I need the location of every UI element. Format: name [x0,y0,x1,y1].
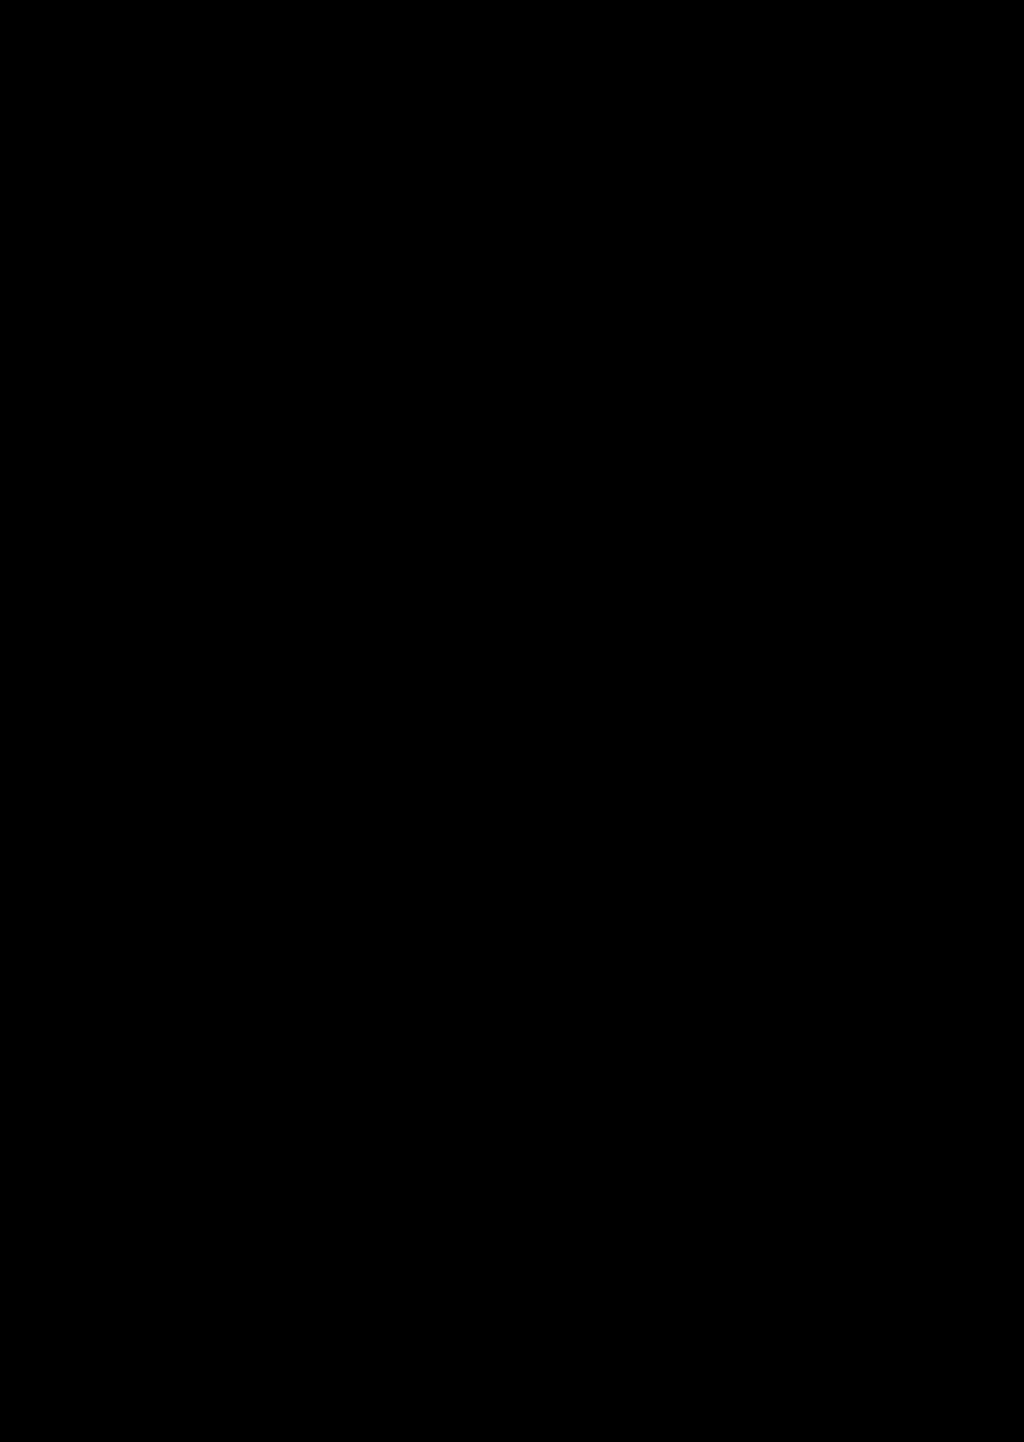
document-title: ZAŁĄCZNIK NR 2 [127,124,276,144]
row-f-desc: ominięcie całej przeszkody [106,990,281,1007]
group-1-line-1: Rowery do wyboru przez zawodnika: [122,448,381,464]
scoring-divider-e [456,901,458,973]
row-e-penalty: 3 punkty karne [466,906,562,923]
row-e-letter: e) [76,906,89,923]
scoring-divider-f [456,985,458,1059]
row-h-letter: h) [76,1228,90,1245]
row-b-desc: zjechanie z przeszkody jednoelementowej [106,749,376,766]
warning-prefix: . [103,343,108,359]
group-2-heading: GRUPA II [645,427,712,443]
group-1-line-2: - koła 20 cali - wolnobieg lub składak, [122,474,389,490]
rule-4-number: 4. [138,560,152,576]
row-d-desc: przekroczenie linii ograniczającej slalom [106,866,369,883]
scoring-divider-ab [456,621,458,768]
rule-1-number: 1. [98,237,112,253]
rule-2-text: Tor sprawnościowy powinien składać się z minimum sześciu przeszkód wybranych z załączonych wykazów, przy czym o liczbie i zestawie przeszkód decyduje Komitet Organizacyjny danego etapu Turnieju. Czas przejazdu nie jest limitowany. [118,281,898,335]
row-f-letter: f) [76,990,87,1007]
row-c-letter: c) [76,822,89,839]
warning-label: UWAGA: [112,343,172,359]
row-d-letter: d) [76,866,90,883]
row-a-note: Za błąd uważa się: potrącenie, najechanie, przesunięcie, przewrócenie po położeniu przewożonego przedmiotu a także każdorazowe podparcie - w tym między przeszkodami (punkty karne zalicza się do przeszkody, przed którą podparcie nastąpiło) [466,647,938,717]
row-i-desc: jedno lub kilkakrotne naruszenie częścią ciała uczestnika tej samej tyczki, pachołka, krążka [70,1267,449,1302]
scoring-divider-d [456,862,458,892]
rule-2-number: 2. [98,280,112,296]
row-g-letter: g) [76,1157,90,1174]
heading-line-1: KONKURENCJA PRAKTYCZNA – JAZDA ROWEREM [258,177,658,194]
row-i-letter: i) [70,1267,80,1284]
rule-3-number: 3. [98,363,112,379]
group-2-line-1: Rowery do wyboru przez zawodnika: [522,448,781,464]
rule-1-text: Konkurencja polega na przejechaniu toru sprawnościowego w kolejności ustalonej przez organizatora. [118,238,841,254]
rule-5-line [126,602,210,620]
row-b-penalty: 3 punkty karne [466,749,562,766]
row-a-letter: a) [76,626,89,643]
row-c-penalty: 3 punkty karne za każdy ominięty odcinek pomiędzy pachołkami, tyczkami, krążkami lub listwami [466,805,888,840]
scoring-divider-c [456,781,458,849]
row-a-desc: każdy błąd uczestnika na przeszkodzie [106,626,354,643]
row-b-letter: b) [76,749,90,766]
rule-5-number: 5. [126,602,138,619]
scoring-divider-gh [456,1069,458,1254]
row-i-desc-block [70,1267,450,1302]
row-e-desc: upuszczenie przewożonego przedmiotu w czasie przejazdu lub jego upadek z podstawki lub zaczepu [106,908,436,947]
rule-4-text: Uczestnik startujący w konkurencji praktycznej jazda rowerem wykonuje obowiązkowo zadanie we własnym kasku ochronnym. [160,561,858,596]
group-1-line-3: - koła 24 cale - wolnobieg [122,500,304,516]
groups-table-divider [511,420,513,539]
row-g-penalty: 15 punktów karnych [466,1149,598,1166]
group-1-heading: GRUPA I [245,427,306,443]
scoring-divider-b [460,746,960,748]
row-f-penalty: 15 punktów karnych [466,990,598,1007]
row-a-penalty: 1 punkt karny [466,626,555,643]
heading-line-2: TOR SPRAWNOŚCIOWY [407,200,592,217]
row-c-desc: każdorazowe zjechanie z wyznaczonego toru przejazdu przez przeszkody wieloelementowe [106,787,401,822]
row-f-note: Za ominięcie przeszkody uważa się nie podjęcie próby przejazdu obydwoma kołami po przeszkodzie. [466,1013,883,1052]
row-h-desc: element naruszony przednim kołem a następnie tylnym jest liczony jako błąd pojedynczy [106,1189,411,1224]
row-d-penalty: 3 punkty karne [466,866,562,883]
scoring-divider-i [456,1263,458,1333]
warning-line [103,342,645,361]
group-2-line-3: - koła 26 cali - wolnobieg [522,500,699,516]
row-i-penalty: 1 punkt karny [466,1302,555,1319]
rule-3-text: Konkurencja praktyczna – jazda rowerem przeprowadzana jest na rowerach zapewnionych przez organizatora zgodnie z tabelą [118,364,897,399]
group-2-line-2: - koła 24 cale - wolnobieg, [522,474,709,490]
row-g-desc: zabrania się pokonywanie przeszkód podskakując na rowerze, przenosząc rower, przesuwając go po nawierzchni, pchając go oraz cofania roweru lub jazdy wstecz [106,1074,445,1144]
rule-5-text: Punktacja: [142,602,210,619]
warning-text: Długość najazdu między przeszkodami wynosi minimum 3 metry. [175,343,646,359]
row-h-penalty: 1 punkt karny [466,1226,555,1243]
scoring-divider-g-h [66,1179,457,1181]
